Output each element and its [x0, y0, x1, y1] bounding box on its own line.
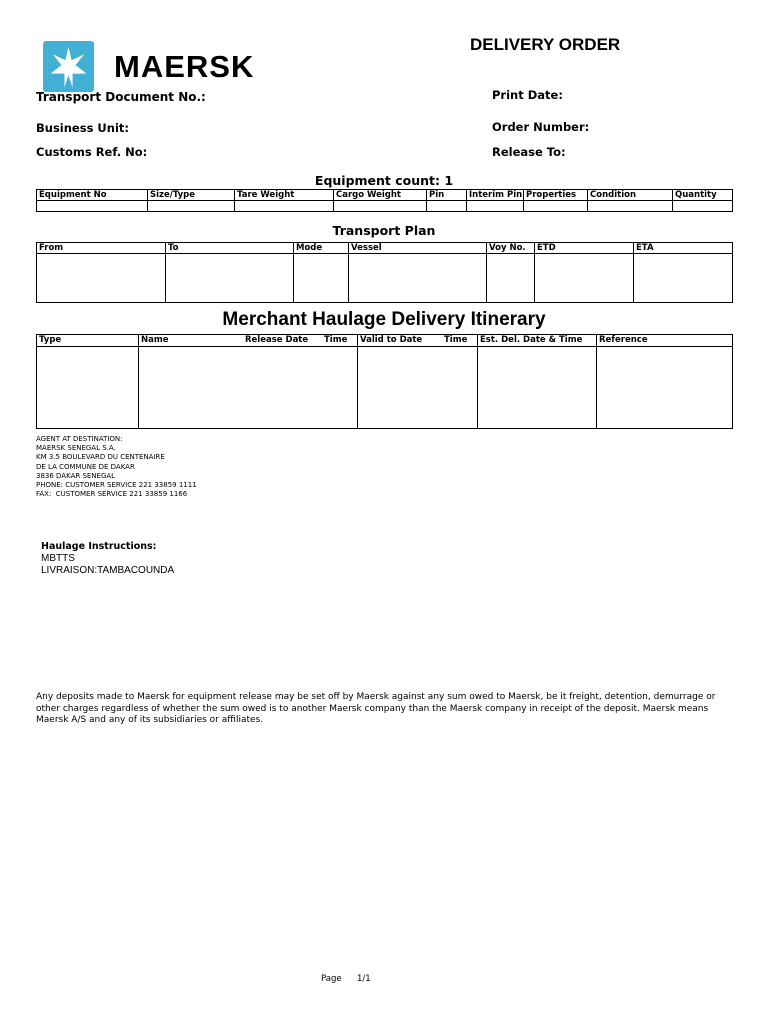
column-header: Quantity — [673, 190, 733, 201]
column-header — [139, 335, 358, 347]
table-cell — [673, 201, 733, 212]
table-cell — [588, 201, 673, 212]
table-cell — [467, 201, 524, 212]
table-cell — [148, 201, 235, 212]
document-title: DELIVERY ORDER — [470, 35, 621, 54]
table-cell — [139, 347, 358, 429]
brand-wordmark: MAERSK — [114, 49, 255, 84]
transport-plan-header-row — [37, 243, 733, 254]
agent-at-destination-block — [36, 435, 197, 499]
haulage-instruction-line: LIVRAISON:TAMBACOUNDA — [41, 565, 175, 576]
transport-document-no-label: Transport Document No.: — [36, 90, 206, 104]
deposit-disclaimer: Any deposits made to Maersk for equipment release may be set off by Maersk against any sum owed to Maersk, be it freight, detention, demurrage or other charges regardless of whether the sum owed is to another Maersk company than the Maersk company in receipt of the deposit. Maersk means Maersk A/S and any of its subsidiaries or affiliates. — [36, 692, 716, 725]
table-cell — [535, 254, 634, 303]
table-cell — [634, 254, 733, 303]
transport-plan-title: Transport Plan — [332, 223, 436, 238]
table-cell — [166, 254, 294, 303]
page-number: 1/1 — [357, 974, 371, 984]
haulage-instructions-title: Haulage Instructions: — [41, 541, 157, 552]
agent-line: AGENT AT DESTINATION: — [36, 435, 123, 443]
column-header: Mode — [294, 243, 349, 254]
maersk-star-logo-icon — [43, 41, 94, 92]
column-header-time: Time — [444, 335, 468, 345]
agent-line: MAERSK SENEGAL S.A. — [36, 444, 116, 453]
agent-line: 3836 DAKAR SENEGAL — [36, 471, 116, 480]
column-header: Cargo Weight — [334, 190, 427, 201]
agent-line: FAX: CUSTOMER SERVICE 221 33859 1166 — [36, 490, 188, 499]
itinerary-header-row — [37, 335, 733, 347]
column-header: Size/Type — [148, 190, 235, 201]
column-header: Pin — [427, 190, 467, 201]
table-row — [37, 347, 733, 429]
agent-line: DE LA COMMUNE DE DAKAR — [36, 462, 135, 471]
column-header-time: Time — [324, 335, 348, 345]
column-header: From — [37, 243, 166, 254]
table-cell — [37, 347, 139, 429]
agent-line: KM 3.5 BOULEVARD DU CENTENAIRE — [36, 453, 165, 462]
column-header: Properties — [524, 190, 588, 201]
column-header: ETA — [634, 243, 733, 254]
order-number-label: Order Number: — [492, 120, 590, 134]
table-row — [37, 201, 733, 212]
column-header: Interim Pin — [467, 190, 524, 201]
column-header — [478, 335, 597, 347]
business-unit-label: Business Unit: — [36, 121, 129, 135]
agent-line: PHONE: CUSTOMER SERVICE 221 33859 1111 — [36, 481, 197, 490]
column-header: Reference — [597, 335, 733, 347]
table-cell — [37, 254, 166, 303]
column-header-valid-to-date: Valid to Date — [360, 335, 423, 345]
table-cell — [37, 201, 148, 212]
page-label: Page — [321, 974, 342, 984]
haulage-instruction-line: MBTTS — [41, 553, 75, 564]
table-cell — [349, 254, 487, 303]
equipment-table — [36, 189, 733, 212]
column-header: ETD — [535, 243, 634, 254]
column-header: Voy No. — [487, 243, 535, 254]
print-date-label: Print Date: — [492, 88, 563, 102]
itinerary-table — [36, 334, 733, 429]
customs-ref-label: Customs Ref. No: — [36, 145, 148, 159]
star-icon — [43, 41, 94, 92]
equipment-count-title: Equipment count: 1 — [314, 173, 454, 188]
column-header: Tare Weight — [235, 190, 334, 201]
column-header-release-date: Release Date — [245, 335, 309, 345]
itinerary-title: Merchant Haulage Delivery Itinerary — [222, 309, 546, 330]
table-cell — [597, 347, 733, 429]
table-cell — [235, 201, 334, 212]
table-cell — [358, 347, 478, 429]
column-header: Equipment No — [37, 190, 148, 201]
equipment-header-row — [37, 190, 733, 201]
table-cell — [478, 347, 597, 429]
column-header-time: Time — [559, 335, 583, 345]
table-cell — [427, 201, 467, 212]
column-header: Type — [37, 335, 139, 347]
table-cell — [294, 254, 349, 303]
column-header — [358, 335, 478, 347]
table-row — [37, 254, 733, 303]
column-header: Condition — [588, 190, 673, 201]
release-to-label: Release To: — [492, 145, 566, 159]
column-header: Vessel — [349, 243, 487, 254]
table-cell — [524, 201, 588, 212]
column-header-name: Name — [141, 335, 169, 345]
table-cell — [487, 254, 535, 303]
column-header-est-del-date: Est. Del. Date & — [480, 335, 557, 345]
column-header: To — [166, 243, 294, 254]
transport-plan-table — [36, 242, 733, 303]
table-cell — [334, 201, 427, 212]
